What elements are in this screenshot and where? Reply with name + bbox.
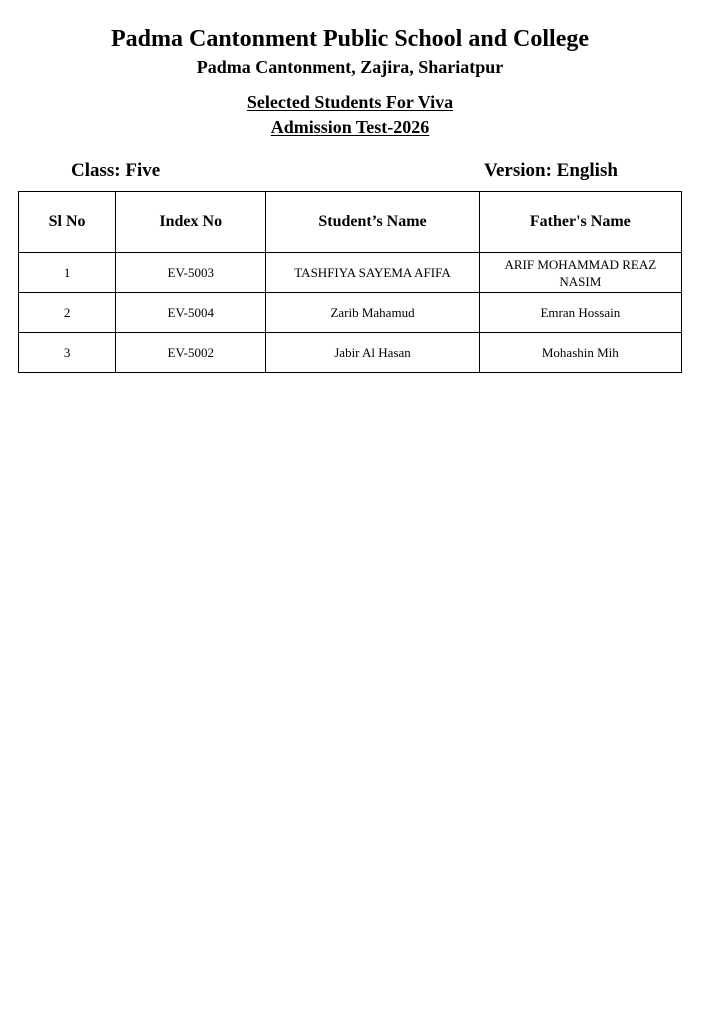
cell-sl-no: 2 [19,293,116,333]
header-father-name: Father's Name [479,192,681,253]
version-label: Version: English [484,160,618,181]
cell-father-name: Mohashin Mih [479,333,681,373]
cell-sl-no: 3 [19,333,116,373]
cell-index-no: EV-5004 [116,293,266,333]
cell-index-no: EV-5002 [116,333,266,373]
cell-father-name: Emran Hossain [479,293,681,333]
cell-student-name: Zarib Mahamud [266,293,479,333]
header-sl-no: Sl No [19,192,116,253]
school-address: Padma Cantonment, Zajira, Shariatpur [196,57,504,77]
header-index-no: Index No [116,192,266,253]
cell-sl-no: 1 [19,253,116,293]
header-student-name: Student’s Name [266,192,479,253]
list-title-text-2: Admission Test-2026 [270,117,430,137]
list-title-line-1 [0,90,700,114]
table-row [19,293,682,333]
cell-index-no: EV-5003 [116,253,266,293]
list-title-line-2 [0,115,700,139]
school-name: Padma Cantonment Public School and College [110,26,590,52]
cell-student-name: TASHFIYA SAYEMA AFIFA [266,253,479,293]
table-header-row [19,192,682,253]
table-row [19,253,682,293]
students-table [18,191,682,373]
cell-student-name: Jabir Al Hasan [266,333,479,373]
class-label: Class: Five [71,160,161,181]
table-row [19,333,682,373]
list-title-text-1: Selected Students For Viva [246,92,454,112]
cell-father-name: ARIF MOHAMMAD REAZ NASIM [479,253,681,293]
